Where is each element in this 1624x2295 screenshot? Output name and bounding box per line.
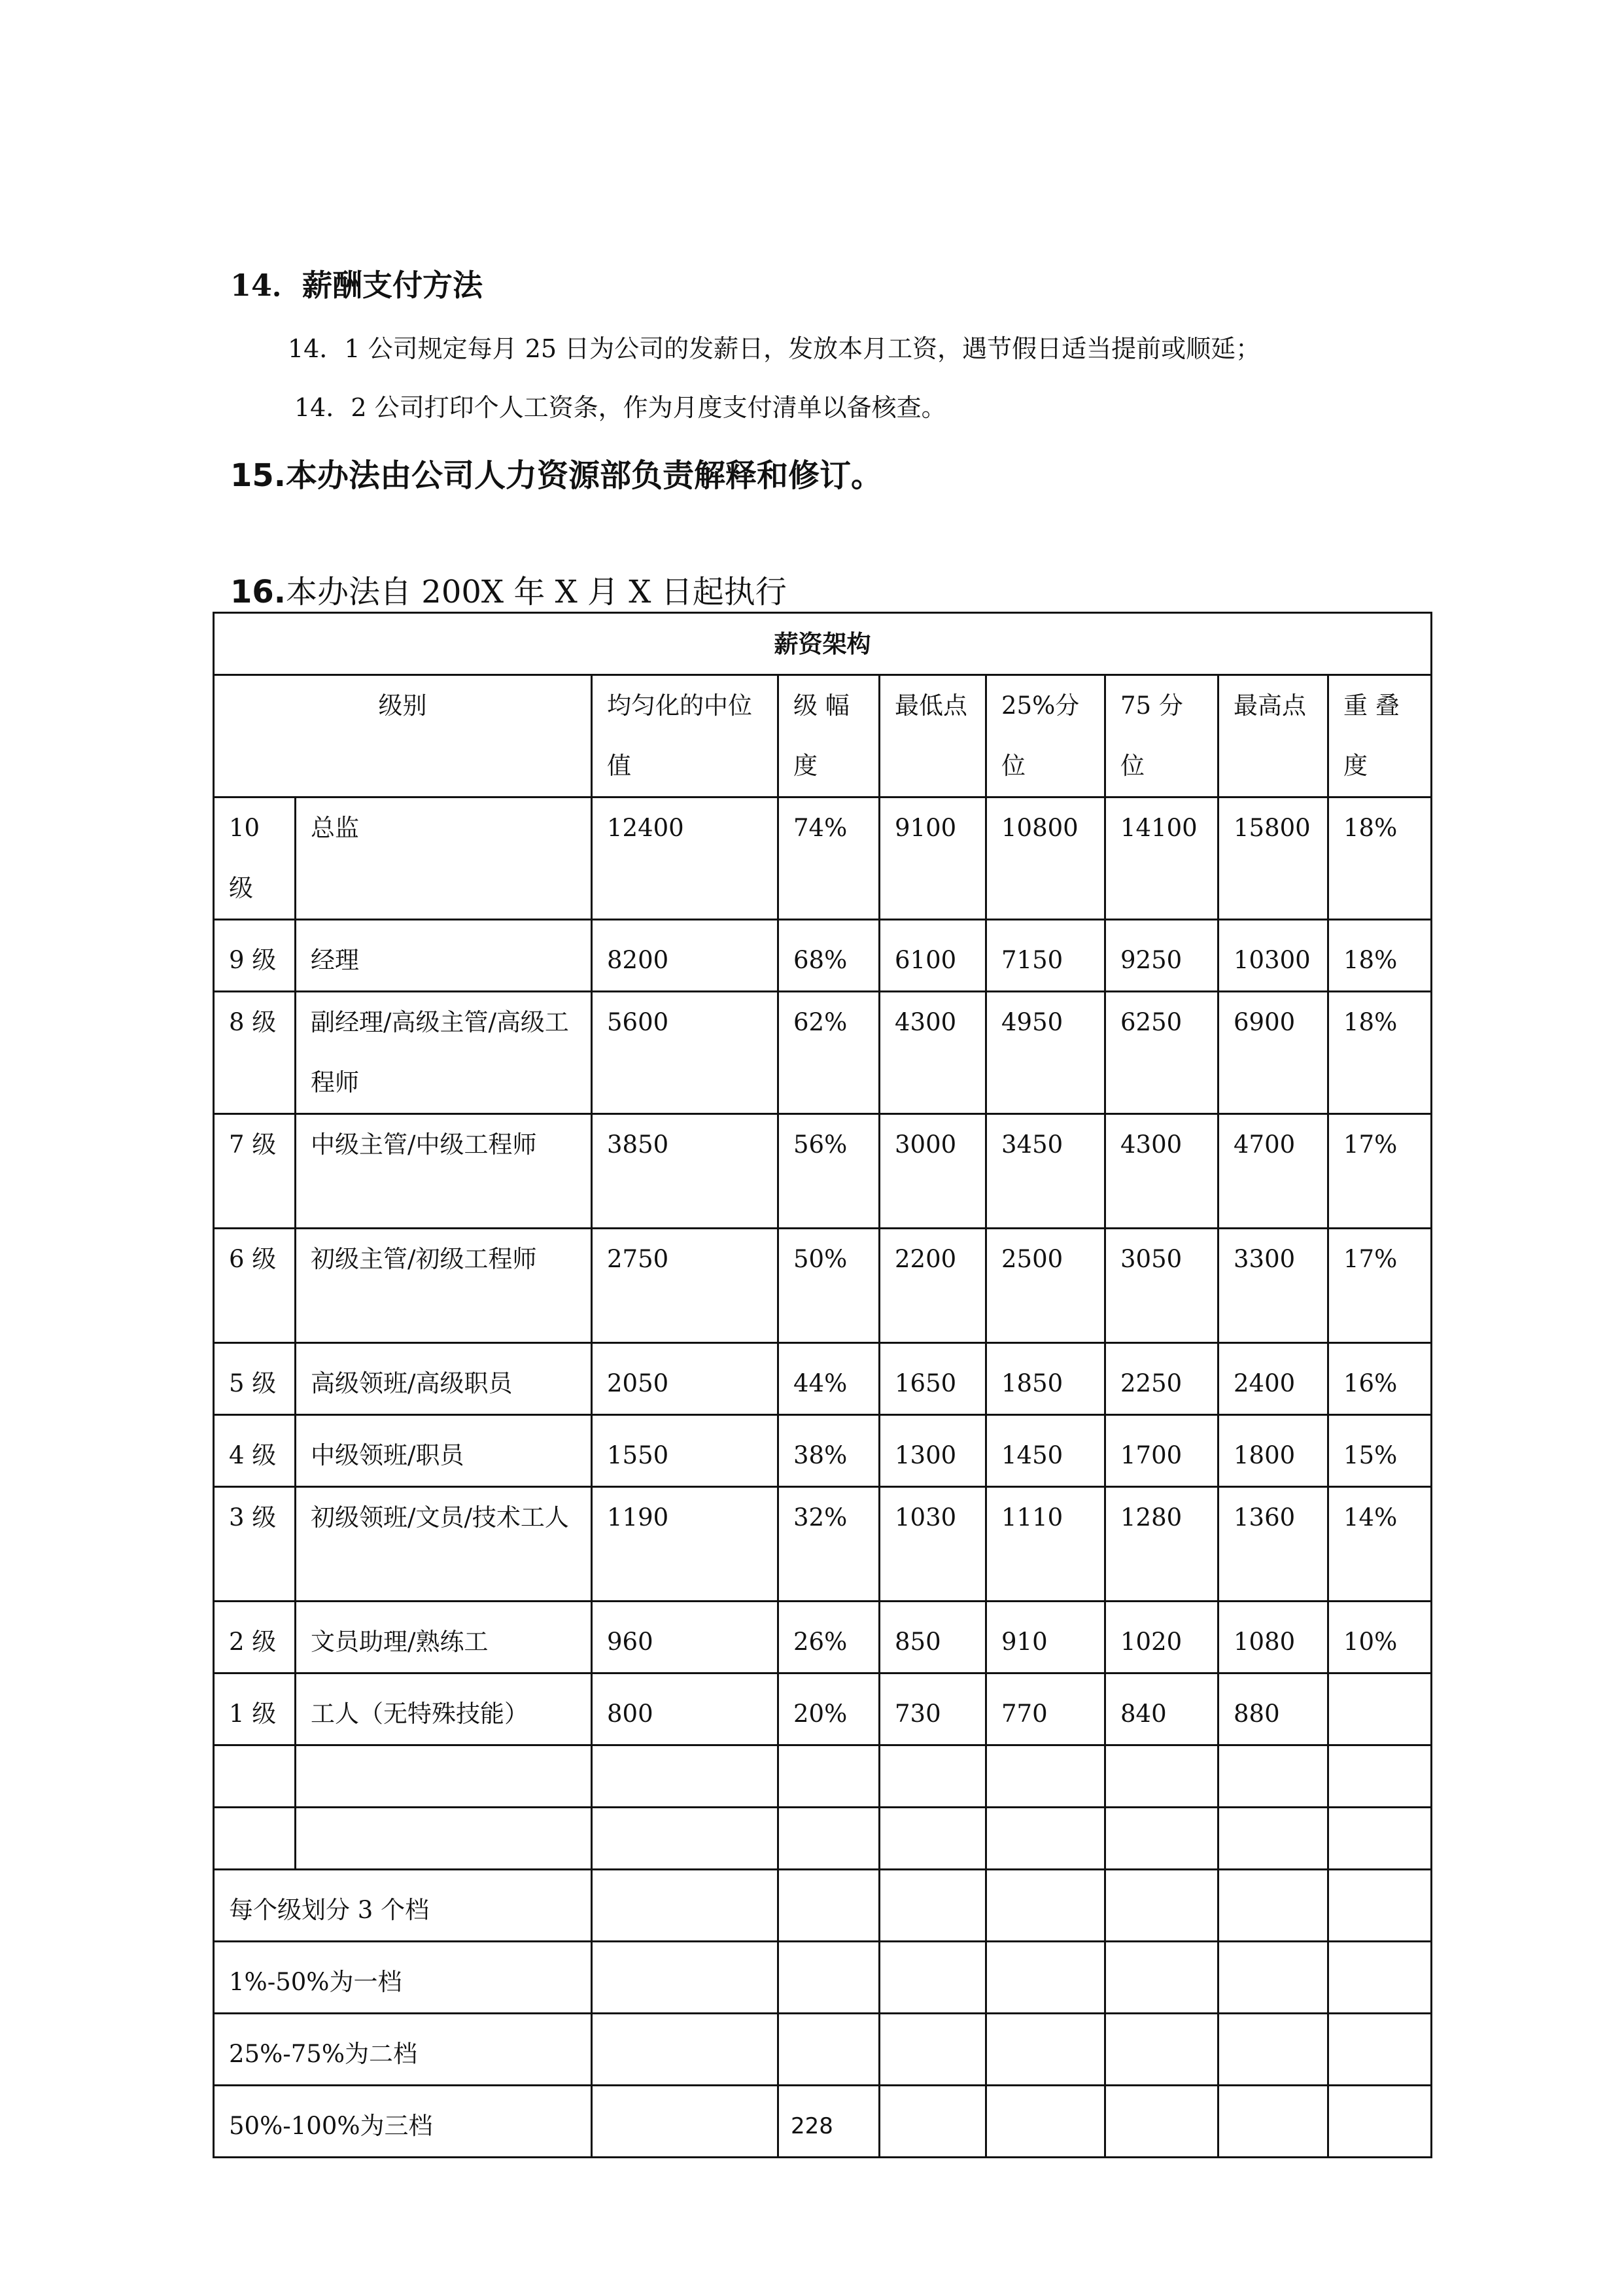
cell-p25: 2500 bbox=[986, 1229, 1105, 1343]
table-row bbox=[214, 1415, 1432, 1487]
cell-range: 62% bbox=[778, 992, 880, 1114]
cell-p75: 14100 bbox=[1105, 797, 1218, 920]
cell-p75: 1280 bbox=[1105, 1487, 1218, 1602]
cell-title: 中级主管/中级工程师 bbox=[296, 1114, 592, 1229]
cell-p75: 3050 bbox=[1105, 1229, 1218, 1343]
empty-cell bbox=[986, 2014, 1105, 2086]
empty-cell bbox=[778, 2014, 880, 2086]
cell-max: 4700 bbox=[1218, 1114, 1328, 1229]
empty-cell bbox=[1328, 1745, 1432, 1808]
cell-range: 44% bbox=[778, 1343, 880, 1415]
section-14-heading: 14．薪酬支付方法 bbox=[230, 268, 483, 303]
header-overlap: 重 叠度 bbox=[1328, 675, 1432, 797]
empty-cell bbox=[778, 1808, 880, 1870]
cell-p75: 840 bbox=[1105, 1673, 1218, 1745]
cell-p25: 770 bbox=[986, 1673, 1105, 1745]
empty-cell bbox=[1105, 1870, 1218, 1942]
cell-overlap: 18% bbox=[1328, 797, 1432, 920]
note-text: 1%-50%为一档 bbox=[214, 1942, 592, 2014]
note-text: 25%-75%为二档 bbox=[214, 2014, 592, 2086]
empty-cell bbox=[880, 1808, 986, 1870]
table-row bbox=[214, 920, 1432, 992]
cell-max: 3300 bbox=[1218, 1229, 1328, 1343]
cell-max: 1800 bbox=[1218, 1415, 1328, 1487]
empty-cell bbox=[592, 1942, 778, 2014]
empty-cell bbox=[986, 1942, 1105, 2014]
cell-p25: 10800 bbox=[986, 797, 1105, 920]
cell-p25: 7150 bbox=[986, 920, 1105, 992]
cell-grade: 6 级 bbox=[214, 1229, 296, 1343]
empty-cell bbox=[986, 1808, 1105, 1870]
cell-overlap: 14% bbox=[1328, 1487, 1432, 1602]
header-level: 级别 bbox=[214, 675, 592, 797]
empty-cell bbox=[592, 2014, 778, 2086]
cell-median: 800 bbox=[592, 1673, 778, 1745]
cell-median: 2750 bbox=[592, 1229, 778, 1343]
cell-title: 文员助理/熟练工 bbox=[296, 1602, 592, 1673]
note-text: 50%-100%为三档 bbox=[214, 2086, 592, 2158]
cell-min: 850 bbox=[880, 1602, 986, 1673]
empty-cell bbox=[986, 1870, 1105, 1942]
empty-cell bbox=[1218, 1745, 1328, 1808]
cell-range: 38% bbox=[778, 1415, 880, 1487]
empty-cell bbox=[296, 1745, 592, 1808]
cell-overlap: 10% bbox=[1328, 1602, 1432, 1673]
table-title: 薪资架构 bbox=[214, 613, 1432, 675]
cell-max: 15800 bbox=[1218, 797, 1328, 920]
cell-grade: 5 级 bbox=[214, 1343, 296, 1415]
cell-p25: 1850 bbox=[986, 1343, 1105, 1415]
cell-p75: 9250 bbox=[1105, 920, 1218, 992]
cell-range: 32% bbox=[778, 1487, 880, 1602]
cell-range: 20% bbox=[778, 1673, 880, 1745]
empty-cell bbox=[880, 2014, 986, 2086]
note-row bbox=[214, 2014, 1432, 2086]
empty-cell bbox=[1105, 1808, 1218, 1870]
cell-min: 3000 bbox=[880, 1114, 986, 1229]
note-row bbox=[214, 1870, 1432, 1942]
table-row bbox=[214, 1114, 1432, 1229]
table-row bbox=[214, 1602, 1432, 1673]
cell-min: 1650 bbox=[880, 1343, 986, 1415]
cell-median: 8200 bbox=[592, 920, 778, 992]
empty-cell bbox=[778, 1870, 880, 1942]
cell-p25: 1450 bbox=[986, 1415, 1105, 1487]
table-row bbox=[214, 797, 1432, 920]
cell-grade: 3 级 bbox=[214, 1487, 296, 1602]
cell-title: 工人（无特殊技能） bbox=[296, 1673, 592, 1745]
cell-grade: 10 级 bbox=[214, 797, 296, 920]
section-14-2-text: 14．2 公司打印个人工资条，作为月度支付清单以备核查。 bbox=[294, 393, 946, 422]
empty-cell bbox=[1218, 1808, 1328, 1870]
cell-p25: 910 bbox=[986, 1602, 1105, 1673]
cell-range: 68% bbox=[778, 920, 880, 992]
cell-overlap: 18% bbox=[1328, 920, 1432, 992]
cell-overlap: 16% bbox=[1328, 1343, 1432, 1415]
cell-min: 9100 bbox=[880, 797, 986, 920]
cell-p75: 4300 bbox=[1105, 1114, 1218, 1229]
header-p75: 75 分位 bbox=[1105, 675, 1218, 797]
cell-range: 74% bbox=[778, 797, 880, 920]
cell-max: 2400 bbox=[1218, 1343, 1328, 1415]
empty-cell bbox=[1218, 2014, 1328, 2086]
section-16-text: 本办法自 200X 年 X 月 X 日起执行 bbox=[286, 574, 787, 610]
empty-cell bbox=[1105, 2014, 1218, 2086]
cell-min: 1300 bbox=[880, 1415, 986, 1487]
cell-title: 高级领班/高级职员 bbox=[296, 1343, 592, 1415]
cell-p75: 1020 bbox=[1105, 1602, 1218, 1673]
note-row bbox=[214, 1942, 1432, 2014]
cell-min: 2200 bbox=[880, 1229, 986, 1343]
salary-structure-table bbox=[213, 612, 1432, 2158]
cell-overlap: 18% bbox=[1328, 992, 1432, 1114]
cell-overlap: 15% bbox=[1328, 1415, 1432, 1487]
empty-cell bbox=[986, 1745, 1105, 1808]
cell-title: 总监 bbox=[296, 797, 592, 920]
cell-min: 4300 bbox=[880, 992, 986, 1114]
cell-median: 3850 bbox=[592, 1114, 778, 1229]
page-number: 228 bbox=[791, 2113, 833, 2139]
empty-row bbox=[214, 1808, 1432, 1870]
empty-cell bbox=[214, 1745, 296, 1808]
header-min: 最低点 bbox=[880, 675, 986, 797]
empty-cell bbox=[1218, 1942, 1328, 2014]
cell-overlap: 17% bbox=[1328, 1114, 1432, 1229]
cell-title: 初级领班/文员/技术工人 bbox=[296, 1487, 592, 1602]
cell-title: 中级领班/职员 bbox=[296, 1415, 592, 1487]
cell-max: 1080 bbox=[1218, 1602, 1328, 1673]
header-range: 级 幅度 bbox=[778, 675, 880, 797]
section-14-1-text: 14．1 公司规定每月 25 日为公司的发薪日，发放本月工资，遇节假日适当提前或顺延； bbox=[288, 334, 1261, 363]
cell-p25: 3450 bbox=[986, 1114, 1105, 1229]
cell-min: 730 bbox=[880, 1673, 986, 1745]
cell-max: 1360 bbox=[1218, 1487, 1328, 1602]
cell-max: 6900 bbox=[1218, 992, 1328, 1114]
cell-overlap bbox=[1328, 1673, 1432, 1745]
empty-cell bbox=[778, 1942, 880, 2014]
empty-cell bbox=[880, 1870, 986, 1942]
empty-cell bbox=[592, 1745, 778, 1808]
empty-cell bbox=[214, 1808, 296, 1870]
cell-title: 经理 bbox=[296, 920, 592, 992]
table-row bbox=[214, 1487, 1432, 1602]
empty-cell bbox=[592, 1808, 778, 1870]
cell-median: 5600 bbox=[592, 992, 778, 1114]
empty-cell bbox=[778, 1745, 880, 1808]
cell-grade: 1 级 bbox=[214, 1673, 296, 1745]
empty-cell bbox=[880, 1745, 986, 1808]
cell-grade: 4 级 bbox=[214, 1415, 296, 1487]
empty-cell bbox=[1105, 1942, 1218, 2014]
header-p25: 25%分位 bbox=[986, 675, 1105, 797]
empty-cell bbox=[296, 1808, 592, 1870]
cell-median: 1550 bbox=[592, 1415, 778, 1487]
cell-grade: 2 级 bbox=[214, 1602, 296, 1673]
empty-cell bbox=[1328, 1808, 1432, 1870]
cell-grade: 8 级 bbox=[214, 992, 296, 1114]
cell-range: 50% bbox=[778, 1229, 880, 1343]
cell-p75: 2250 bbox=[1105, 1343, 1218, 1415]
cell-median: 1190 bbox=[592, 1487, 778, 1602]
cell-median: 2050 bbox=[592, 1343, 778, 1415]
cell-grade: 7 级 bbox=[214, 1114, 296, 1229]
section-16-number: 16. bbox=[230, 574, 286, 610]
empty-cell bbox=[1218, 1870, 1328, 1942]
empty-cell bbox=[1328, 1942, 1432, 2014]
cell-range: 26% bbox=[778, 1602, 880, 1673]
section-16-heading bbox=[230, 567, 787, 612]
cell-median: 960 bbox=[592, 1602, 778, 1673]
cell-title: 副经理/高级主管/高级工程师 bbox=[296, 992, 592, 1114]
empty-cell bbox=[1328, 1870, 1432, 1942]
cell-median: 12400 bbox=[592, 797, 778, 920]
cell-grade: 9 级 bbox=[214, 920, 296, 992]
cell-range: 56% bbox=[778, 1114, 880, 1229]
note-text: 每个级划分 3 个档 bbox=[214, 1870, 592, 1942]
cell-p25: 1110 bbox=[986, 1487, 1105, 1602]
cell-p25: 4950 bbox=[986, 992, 1105, 1114]
cell-min: 6100 bbox=[880, 920, 986, 992]
cell-p75: 6250 bbox=[1105, 992, 1218, 1114]
table-row bbox=[214, 1343, 1432, 1415]
empty-cell bbox=[592, 1870, 778, 1942]
table-row bbox=[214, 1229, 1432, 1343]
table-row bbox=[214, 992, 1432, 1114]
empty-cell bbox=[1105, 1745, 1218, 1808]
cell-max: 10300 bbox=[1218, 920, 1328, 992]
cell-min: 1030 bbox=[880, 1487, 986, 1602]
table-row bbox=[214, 1673, 1432, 1745]
header-max: 最高点 bbox=[1218, 675, 1328, 797]
empty-row bbox=[214, 1745, 1432, 1808]
cell-max: 880 bbox=[1218, 1673, 1328, 1745]
cell-title: 初级主管/初级工程师 bbox=[296, 1229, 592, 1343]
cell-p75: 1700 bbox=[1105, 1415, 1218, 1487]
header-median: 均匀化的中位值 bbox=[592, 675, 778, 797]
section-15-heading: 15.本办法由公司人力资源部负责解释和修订。 bbox=[230, 457, 883, 494]
empty-cell bbox=[1328, 2014, 1432, 2086]
cell-overlap: 17% bbox=[1328, 1229, 1432, 1343]
empty-cell bbox=[880, 1942, 986, 2014]
